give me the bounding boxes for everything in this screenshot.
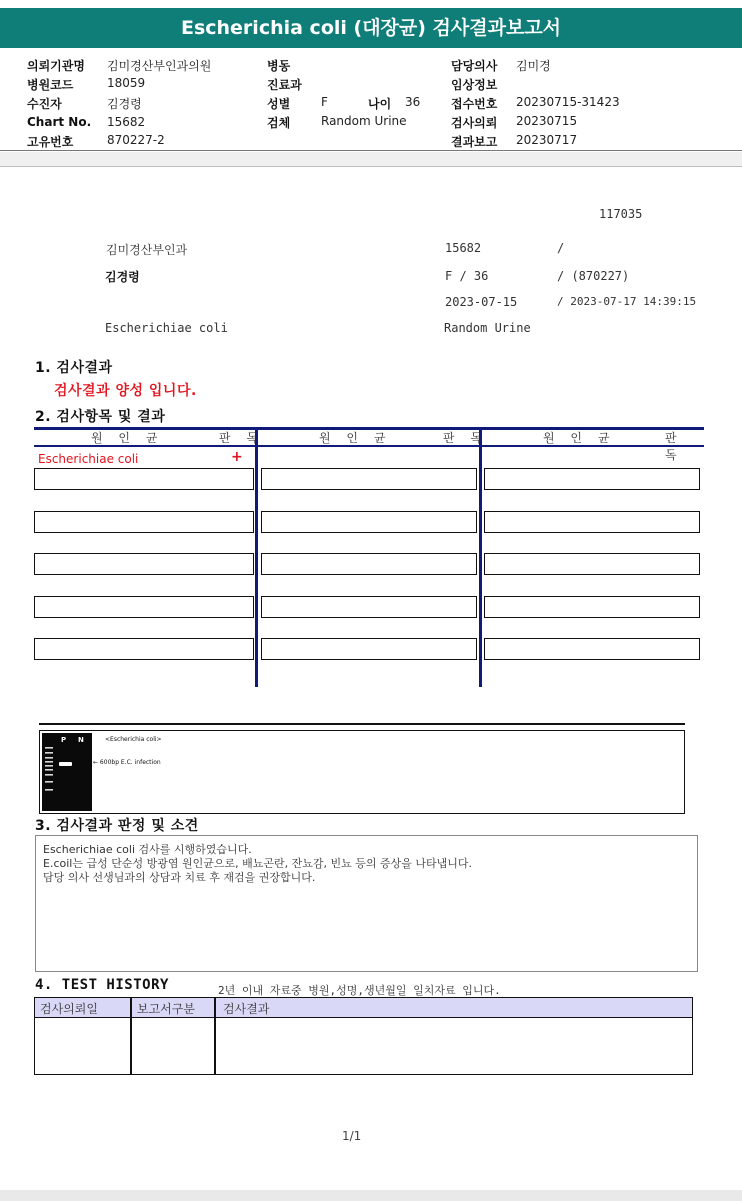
history-note: 2년 이내 자료중 병원,성명,생년월일 일치자료 입니다.	[218, 984, 501, 997]
section-2-title: 2. 검사항목 및 결과	[35, 409, 166, 425]
header-label: 병동	[267, 59, 291, 73]
opinion-line: 담당 의사 선생님과의 상담과 치료 후 재검을 권장합니다.	[43, 871, 316, 884]
result-cell	[484, 511, 700, 533]
result-cell	[261, 596, 477, 618]
header-value: 18059	[107, 76, 146, 90]
info-test-name: Escherichiae coli	[105, 321, 228, 335]
page-gap	[0, 152, 742, 166]
header-label: 수진자	[27, 97, 62, 111]
header-label: 고유번호	[27, 135, 74, 149]
result-cell	[261, 638, 477, 660]
header-divider	[0, 150, 742, 151]
info-hospital: 김미경산부인과	[106, 243, 188, 257]
doc-number: 117035	[599, 207, 643, 221]
section-3-title: 3. 검사결과 판정 및 소견	[35, 818, 199, 834]
col-header-judge: 판 독	[443, 431, 488, 445]
info-slash: /	[557, 241, 565, 255]
age-label: 나이	[368, 97, 392, 111]
header-label: 접수번호	[451, 97, 498, 111]
history-table	[34, 997, 693, 1075]
result-cell	[261, 468, 477, 490]
col-header-judge: 판 독	[219, 431, 264, 445]
info-date-request: 2023-07-15	[445, 295, 518, 309]
header-value: 김경령	[107, 97, 142, 111]
header-value: F	[321, 95, 328, 109]
result-cell	[484, 468, 700, 490]
info-birth: / (870227)	[557, 269, 630, 283]
header-value: 20230717	[516, 133, 578, 147]
opinion-text	[43, 843, 472, 885]
header-label: 검사의뢰	[451, 116, 498, 130]
result-pathogen: Escherichiae coli	[38, 452, 139, 466]
header-label: 임상정보	[451, 78, 498, 92]
header-label: 담당의사	[451, 59, 498, 73]
gel-image-frame	[39, 730, 685, 814]
header-value: 김미경산부인과의원	[107, 59, 212, 73]
info-sex-age: F / 36	[445, 269, 489, 283]
gel-title: <Escherichia coli>	[105, 736, 162, 743]
result-cell	[34, 511, 254, 533]
section-4-title: 4. TEST HISTORY	[35, 977, 169, 993]
info-patient: 김경령	[105, 270, 140, 284]
history-col-date: 검사의뢰일	[40, 1002, 98, 1016]
result-cell	[261, 553, 477, 575]
col-header-pathogen: 원 인 균	[319, 431, 392, 445]
history-header-row	[35, 998, 692, 1018]
header-label: 결과보고	[451, 135, 498, 149]
result-cell	[484, 596, 700, 618]
header-label: 진료과	[267, 78, 302, 92]
table-col-divider	[479, 427, 482, 687]
header-value: 870227-2	[107, 133, 165, 147]
header-label: 성별	[267, 97, 291, 111]
section-1-title: 1. 검사결과	[35, 360, 113, 376]
result-cell	[261, 511, 477, 533]
report-title: Escherichia coli (대장균) 검사결과보고서	[0, 8, 742, 48]
col-header-pathogen: 원 인 균	[543, 431, 616, 445]
gel-bands-icon	[42, 733, 92, 811]
page-bottom-edge	[0, 1190, 742, 1201]
page-top-edge	[0, 166, 742, 167]
result-mark: +	[231, 449, 243, 465]
result-cell	[34, 468, 254, 490]
header-label: 병원코드	[27, 78, 74, 92]
header-block	[0, 48, 742, 152]
info-chart: 15682	[445, 241, 482, 255]
history-col-result: 검사결과	[223, 1002, 270, 1016]
header-value: 15682	[107, 115, 146, 129]
info-specimen: Random Urine	[444, 321, 531, 335]
header-value: Random Urine	[321, 114, 407, 128]
age-value: 36	[405, 95, 421, 109]
history-col-divider	[214, 997, 216, 1075]
result-cell	[34, 638, 254, 660]
positive-result: 검사결과 양성 입니다.	[54, 383, 197, 399]
col-header-judge: 판 독	[665, 431, 683, 462]
header-value: 20230715-31423	[516, 95, 620, 109]
table-col-divider	[255, 427, 258, 687]
result-cell	[34, 596, 254, 618]
header-label: 의뢰기관명	[27, 59, 85, 73]
history-col-divider	[130, 997, 132, 1075]
result-cell	[484, 638, 700, 660]
gel-top-rule	[39, 723, 685, 725]
gel-lane-n: N	[78, 736, 84, 744]
opinion-line: E.coil는 급성 단순성 방광염 원인균으로, 배뇨곤란, 잔뇨감, 빈뇨 등의 증상을 나타냅니다.	[43, 857, 472, 870]
gel-lane-p: P	[61, 736, 67, 744]
results-table	[34, 427, 704, 687]
result-cell	[34, 553, 254, 575]
page-number: 1/1	[342, 1129, 362, 1143]
info-date-report: / 2023-07-17 14:39:15	[557, 295, 697, 308]
gel-band-label: ← 600bp E.C. infection	[93, 759, 161, 766]
header-value: 김미경	[516, 59, 551, 73]
gel-image	[42, 733, 92, 811]
header-label: Chart No.	[27, 115, 92, 129]
history-col-type: 보고서구분	[137, 1002, 195, 1016]
header-value: 20230715	[516, 114, 578, 128]
opinion-line: Escherichiae coli 검사를 시행하였습니다.	[43, 843, 252, 856]
col-header-pathogen: 원 인 균	[91, 431, 164, 445]
opinion-box	[35, 835, 698, 972]
header-label: 검체	[267, 116, 291, 130]
result-cell	[484, 553, 700, 575]
